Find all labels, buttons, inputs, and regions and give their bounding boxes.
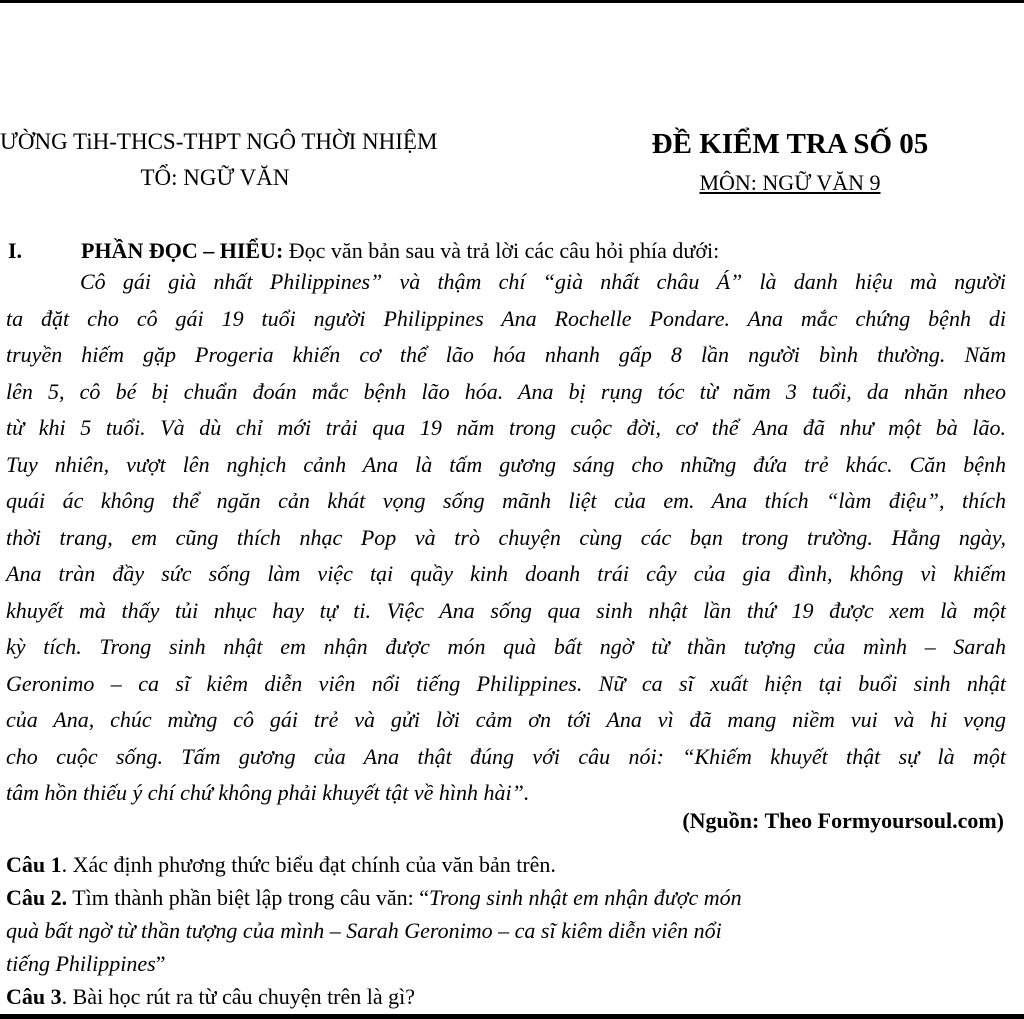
question-3 [6, 980, 1006, 1013]
passage-line: quái ác không thể ngăn cản khát vọng sống mãnh liệt của em. Ana thích “làm điệu”, thích [6, 488, 1006, 513]
question-2-text: Tìm thành phần biệt lập trong câu văn: “ [67, 885, 430, 910]
passage-line: ta đặt cho cô gái 19 tuổi người Philippines Ana Rochelle Pondare. Ana mắc chứng bệnh di [6, 305, 1006, 331]
question-1 [6, 848, 1006, 881]
section-instruction: Đọc văn bản sau và trả lời các câu hỏi phía dưới: [288, 238, 720, 263]
question-1-label: Câu 1 [6, 852, 62, 877]
question-2-quote-part-3: tiếng Philippines [6, 951, 156, 976]
passage-source: (Nguồn: Theo Formyoursoul.com) [682, 808, 1004, 833]
reading-passage [6, 264, 1006, 812]
subject-title: MÔN: NGỮ VĂN 9 [699, 170, 881, 195]
section-title: PHẦN ĐỌC – HIỂU: [81, 238, 284, 263]
passage-line: từ khi 5 tuổi. Và dù chỉ mới trải qua 19 năm trong cuộc đời, cơ thể Ana đã như một bà lão. [6, 415, 1006, 440]
passage-line: khuyết mà thấy tủi nhục hay tự ti. Việc Ana sống qua sinh nhật lần thứ 19 được xem là một [6, 597, 1006, 623]
question-1-text: . Xác định phương thức biểu đạt chính của văn bản trên. [61, 852, 556, 877]
question-2-quote-part-2: quà bất ngờ từ thần tượng của mình – Sarah Geronimo – ca sĩ kiêm diễn viên nổi [6, 918, 722, 943]
header-left [0, 124, 520, 196]
passage-line: Ana tràn đầy sức sống làm việc tại quầy kinh doanh trái cây của gia đình, không vì khiếm [6, 561, 1006, 586]
header-right [620, 124, 960, 200]
passage-line: Cô gái già nhất Philippines” và thậm chí “già nhất châu Á” là danh hiệu mà người [80, 269, 1006, 294]
question-3-label: Câu 3 [6, 984, 62, 1009]
question-2-quote-part-1: Trong sinh nhật em nhận được món [429, 885, 742, 910]
question-2-label: Câu 2. [6, 885, 68, 910]
question-3-text: . Bài học rút ra từ câu chuyện trên là gì? [61, 984, 416, 1009]
passage-line: lên 5, cô bé bị chuẩn đoán mắc bệnh lão hóa. Ana bị rụng tóc từ năm 3 tuổi, da nhăn nheo [6, 378, 1006, 404]
passage-line: kỳ tích. Trong sinh nhật em nhận được món quà bất ngờ từ thần tượng của mình – Sarah [6, 634, 1006, 659]
exam-title: ĐỀ KIỂM TRA SỐ 05 [651, 128, 929, 160]
passage-line: cho cuộc sống. Tấm gương của Ana thật đúng với câu nói: “Khiếm khuyết thật sự là một [6, 743, 1006, 769]
department-name: TỔ: NGỮ VĂN [140, 165, 290, 190]
question-2 [6, 881, 1006, 914]
passage-line: Tuy nhiên, vượt lên nghịch cảnh Ana là tấm gương sáng cho những đứa trẻ khác. Căn bệnh [6, 451, 1006, 477]
questions-list [6, 848, 1006, 1013]
question-2-close-quote: ” [155, 951, 166, 976]
section-number: I. [8, 238, 23, 263]
bottom-border [0, 1014, 1024, 1019]
passage-line: tâm hồn thiếu ý chí chứ không phải khuyết tật về hình hài”. [6, 780, 530, 805]
question-2-quote-end [6, 947, 1006, 980]
section-heading [8, 236, 1018, 266]
passage-line: Geronimo – ca sĩ kiêm diễn viên nổi tiếng Philippines. Nữ ca sĩ xuất hiện tại buổi sinh nhật [6, 670, 1006, 696]
passage-line: thời trang, em cũng thích nhạc Pop và trò chuyện cùng các bạn trong trường. Hằng ngày, [6, 524, 1006, 550]
passage-line: truyền hiếm gặp Progeria khiến cơ thể lão hóa nhanh gấp 8 lần người bình thường. Năm [6, 342, 1006, 367]
passage-line: của Ana, chúc mừng cô gái trẻ và gửi lời cảm ơn tới Ana vì đã mang niềm vui và hi vọng [6, 707, 1006, 732]
top-border [0, 0, 1024, 3]
school-name: ƯỜNG TiH-THCS-THPT NGÔ THỜI NHIỆM [0, 129, 438, 154]
